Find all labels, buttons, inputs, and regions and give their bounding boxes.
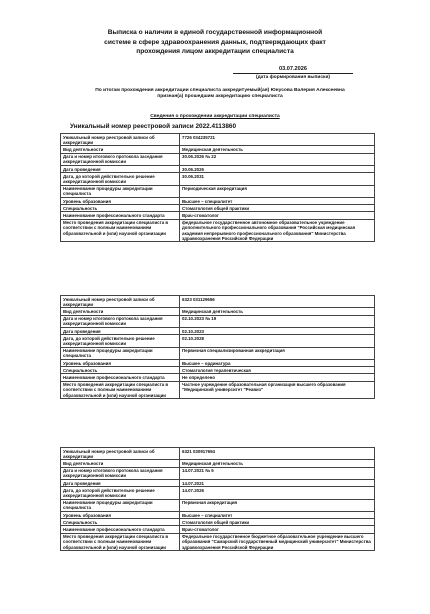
accreditation-record-3 bbox=[60, 447, 375, 551]
row-value: Стоматология терапевтическая bbox=[180, 367, 375, 374]
row-label: Вид деятельности bbox=[61, 146, 180, 153]
row-label: Уровень образования bbox=[61, 198, 180, 205]
row-value: Стоматология общей практики bbox=[180, 519, 375, 526]
row-label: Наименование процедуры аккредитации специалиста bbox=[61, 499, 180, 511]
row-value: Периодическая аккредитация bbox=[180, 185, 375, 197]
title-line-3: прохождения лицом аккредитации специалиста bbox=[136, 48, 294, 56]
row-label: Место проведения аккредитации специалиста в соответствии с полным наименованием образовательной и (или) научной организации bbox=[61, 381, 180, 399]
row-value: Высшее – специалитет bbox=[180, 198, 375, 205]
table-row bbox=[61, 512, 375, 519]
table-row bbox=[61, 360, 375, 367]
row-label: Наименование процедуры аккредитации специалиста bbox=[61, 185, 180, 197]
document-title bbox=[40, 28, 390, 57]
row-label: Место проведения аккредитации специалиста в соответствии с полным наименованием образовательной и (или) научной организации bbox=[61, 219, 180, 242]
row-value: 14.07.2021 № 5 bbox=[180, 467, 375, 479]
row-value: 7726 034235721 bbox=[180, 134, 375, 146]
table-row bbox=[61, 487, 375, 499]
table-row bbox=[61, 219, 375, 242]
row-value: Высшее – специалитет bbox=[180, 512, 375, 519]
row-value: Медицинская деятельность bbox=[180, 308, 375, 315]
row-value: 02.10.2023 bbox=[180, 328, 375, 335]
row-value: Медицинская деятельность bbox=[180, 146, 375, 153]
row-label: Специальность bbox=[61, 367, 180, 374]
row-label: Наименование профессионального стандарта bbox=[61, 526, 180, 533]
table-row bbox=[61, 448, 375, 460]
table-row bbox=[61, 460, 375, 467]
intro-line-2: признан(а) прошедшим аккредитацию специалиста bbox=[157, 94, 283, 100]
row-label: Дата, до которой действительно решение аккредитационной комиссии bbox=[61, 487, 180, 499]
table-row bbox=[61, 328, 375, 335]
row-value: Федеральное государственное бюджетное образовательное учреждение высшего образования "Самарский государственный медицинский университет" Министерства здравоохранения Российской Федерации bbox=[180, 533, 375, 551]
table-row bbox=[61, 499, 375, 511]
table-row bbox=[61, 146, 375, 153]
table-row bbox=[61, 519, 375, 526]
row-value: Частное учреждение образовательная организация высшего образования "Медицинский университет "Реавиз" bbox=[180, 381, 375, 399]
row-label: Уникальный номер реестровой записи об аккредитации bbox=[61, 448, 180, 460]
row-value: Медицинская деятельность bbox=[180, 460, 375, 467]
row-label: Вид деятельности bbox=[61, 460, 180, 467]
registry-heading: Уникальный номер реестровой записи 2022.4113860 bbox=[70, 123, 237, 130]
row-label: Вид деятельности bbox=[61, 308, 180, 315]
intro-text bbox=[60, 88, 380, 101]
row-value: 30.06.2026 bbox=[180, 166, 375, 173]
row-label: Дата проведения bbox=[61, 480, 180, 487]
row-label: Дата проведения bbox=[61, 328, 180, 335]
table-row bbox=[61, 153, 375, 165]
row-value: 14.07.2026 bbox=[180, 487, 375, 499]
table-row bbox=[61, 381, 375, 399]
row-value: 02.10.2028 bbox=[180, 335, 375, 347]
title-line-1: Выписка о наличии в единой государственной информационной bbox=[107, 29, 323, 36]
row-value: Первичная аккредитация bbox=[180, 499, 375, 511]
row-label: Наименование профессионального стандарта bbox=[61, 212, 180, 219]
row-label: Наименование профессионального стандарта bbox=[61, 374, 180, 381]
row-value: 30.06.2031 bbox=[180, 173, 375, 185]
section-heading: Сведения о прохождении аккредитации специалиста bbox=[150, 114, 280, 119]
table-row bbox=[61, 526, 375, 533]
row-label: Уровень образования bbox=[61, 512, 180, 519]
row-value: Не определено bbox=[180, 374, 375, 381]
row-value: Врач-стоматолог bbox=[180, 526, 375, 533]
row-value: Врач-стоматолог bbox=[180, 212, 375, 219]
table-row bbox=[61, 308, 375, 315]
row-label: Дата и номер итогового протокола заседания аккредитационной комиссии bbox=[61, 153, 180, 165]
row-label: Дата и номер итогового протокола заседания аккредитационной комиссии bbox=[61, 315, 180, 327]
table-row bbox=[61, 480, 375, 487]
row-label: Специальность bbox=[61, 519, 180, 526]
table-row bbox=[61, 185, 375, 197]
accreditation-record-1 bbox=[60, 133, 375, 242]
row-value: 02.10.2023 № 19 bbox=[180, 315, 375, 327]
table-row bbox=[61, 533, 375, 551]
table-row bbox=[61, 296, 375, 308]
table-row bbox=[61, 205, 375, 212]
accreditation-record-2 bbox=[60, 295, 375, 399]
row-label: Уровень образования bbox=[61, 360, 180, 367]
table-row bbox=[61, 198, 375, 205]
table-row bbox=[61, 134, 375, 146]
date-block bbox=[233, 66, 353, 80]
row-label: Дата, до которой действительно решение аккредитационной комиссии bbox=[61, 335, 180, 347]
row-value: федеральное государственное автономное образовательное учреждение дополнительного профессионального образования "Российская медицинская академия непрерывного профессионального образования" Министерства здравоохранения Российской Федерации bbox=[180, 219, 375, 242]
table-row bbox=[61, 212, 375, 219]
row-label: Специальность bbox=[61, 205, 180, 212]
table-row bbox=[61, 367, 375, 374]
formation-date-caption: (дата формирования выписки) bbox=[256, 75, 330, 80]
row-label: Наименование процедуры аккредитации специалиста bbox=[61, 347, 180, 359]
formation-date: 03.07.2026 bbox=[233, 66, 353, 74]
table-row bbox=[61, 335, 375, 347]
row-value: 14.07.2021 bbox=[180, 480, 375, 487]
table-row bbox=[61, 315, 375, 327]
row-label: Уникальный номер реестровой записи об аккредитации bbox=[61, 296, 180, 308]
table-row bbox=[61, 374, 375, 381]
row-value: 6323 031129656 bbox=[180, 296, 375, 308]
row-value: 30.06.2026 № 22 bbox=[180, 153, 375, 165]
row-value: Стоматология общей практики bbox=[180, 205, 375, 212]
table-row bbox=[61, 467, 375, 479]
table-row bbox=[61, 166, 375, 173]
row-value: 6321 030917694 bbox=[180, 448, 375, 460]
row-label: Уникальный номер реестровой записи об аккредитации bbox=[61, 134, 180, 146]
row-label: Место проведения аккредитации специалиста в соответствии с полным наименованием образовательной и (или) научной организации bbox=[61, 533, 180, 551]
row-label: Дата, до которой действительно решение аккредитационной комиссии bbox=[61, 173, 180, 185]
title-line-2: системе в сфере здравоохранения данных, подтверждающих факт bbox=[104, 38, 326, 46]
row-value: Первичная специализированная аккредитация bbox=[180, 347, 375, 359]
table-row bbox=[61, 347, 375, 359]
row-label: Дата проведения bbox=[61, 166, 180, 173]
row-label: Дата и номер итогового протокола заседания аккредитационной комиссии bbox=[61, 467, 180, 479]
row-value: Высшее – ординатура bbox=[180, 360, 375, 367]
intro-line-1: По итогам прохождения аккредитации специалиста аккредитуемый(ая) Юнусова Валерия Алексеевна bbox=[95, 88, 345, 93]
table-row bbox=[61, 173, 375, 185]
